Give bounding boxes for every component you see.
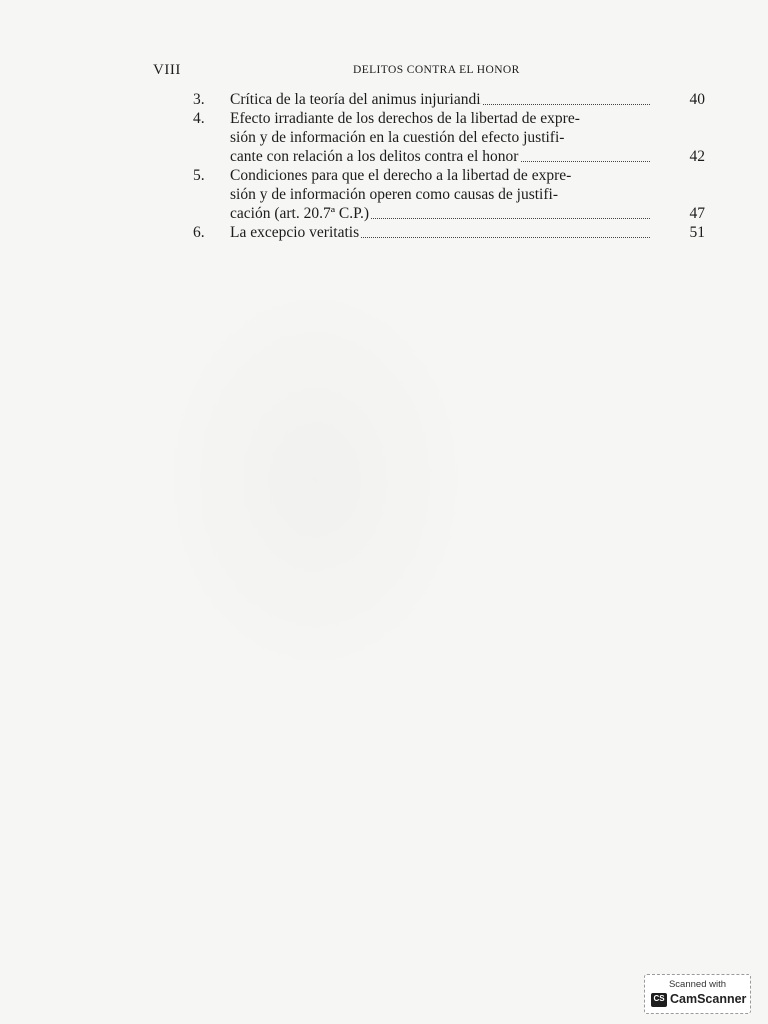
toc-entry-line: sión y de información en la cuestión del efecto justifi- [230, 129, 565, 146]
toc-entry-3 [193, 90, 705, 109]
toc-entry-line: Efecto irradiante de los derechos de la libertad de expre- [230, 110, 580, 127]
toc-entry-page: 47 [689, 205, 705, 222]
toc-entry-page: 51 [689, 224, 705, 241]
camscanner-logo-icon [651, 993, 667, 1007]
toc-entry-line: La excepcio veritatis [230, 223, 650, 242]
toc-entry-number: 4. [193, 110, 205, 127]
page-header [153, 62, 705, 82]
toc-entry-page: 42 [689, 148, 705, 165]
toc-entry-page: 40 [689, 91, 705, 108]
toc-entry-text [230, 90, 650, 109]
toc-entry-text [230, 166, 650, 223]
toc-entry-4 [193, 109, 705, 166]
toc-entry-line: sión y de información operen como causas de justifi- [230, 186, 558, 203]
bleed-through-shadow [150, 270, 480, 690]
toc-entry-text [230, 223, 650, 242]
toc-entry-line: Condiciones para que el derecho a la libertad de expre- [230, 167, 572, 184]
toc-entry-number: 6. [193, 224, 205, 241]
toc-entry-line: cante con relación a los delitos contra el honor [230, 147, 650, 166]
table-of-contents [193, 90, 705, 242]
logo-letters: CS [653, 994, 665, 1003]
toc-entry-number: 3. [193, 91, 205, 108]
watermark-brand: CamScanner [670, 992, 747, 1006]
camscanner-watermark [644, 974, 751, 1014]
watermark-caption: Scanned with [668, 979, 727, 990]
toc-entry-text [230, 109, 650, 166]
toc-entry-number: 5. [193, 167, 205, 184]
page-number: VIII [153, 62, 181, 78]
toc-entry-6 [193, 223, 705, 242]
toc-entry-line: cación (art. 20.7ª C.P.) [230, 204, 650, 223]
running-title: DELITOS CONTRA EL HONOR [353, 64, 520, 76]
toc-entry-5 [193, 166, 705, 223]
toc-entry-line: Crítica de la teoría del animus injuriandi [230, 90, 650, 109]
